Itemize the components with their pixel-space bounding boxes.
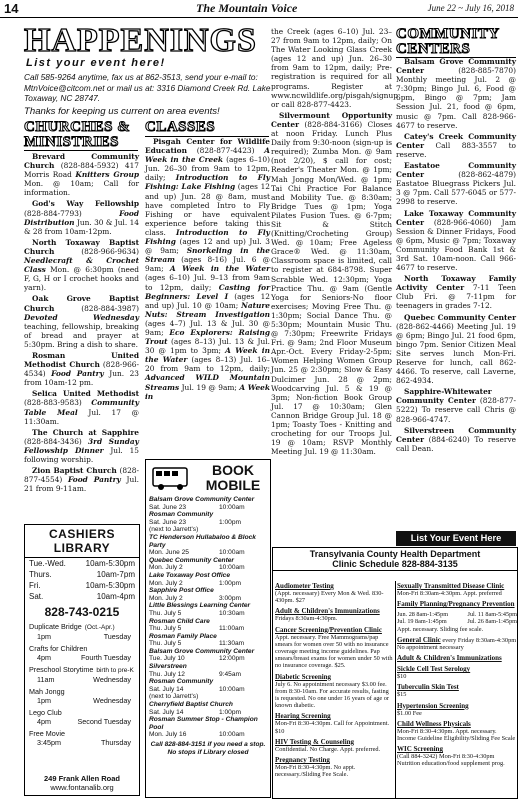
clinic-service <box>275 582 393 604</box>
service-detail: $15 <box>397 691 407 699</box>
class-title: A Week in the Water <box>169 264 270 274</box>
mid-lead: the Creek (ages 6–10) Jul. 23–27 from 9am to 12pm, daily; On The Water Looking Glass Creek (ages 12 and up) Jun. 26–30 from 9am to 12pm, daily; Pre-registration is required for all programs. Register at www.ncwildlife.org/pisgah/signup or call 828-877-4423. <box>271 27 398 109</box>
program-schedule <box>25 632 139 641</box>
program-day: Wednesday <box>93 675 131 684</box>
program-name: Crafts for Children <box>29 644 88 653</box>
stop-date: Sat. July 14 <box>149 708 184 716</box>
church-name: God's Way Fellowship <box>32 199 139 209</box>
church-entry <box>24 238 139 293</box>
church-details: (828-884-3436) <box>24 436 88 446</box>
program-name: Free Movie <box>29 729 65 738</box>
schedule-a: Jul. 19 8am-1:45pm <box>397 618 447 626</box>
program-schedule <box>25 696 139 705</box>
clinic-service <box>397 654 517 662</box>
stop-date: Mon. July 16 <box>149 731 187 739</box>
church-event-details: Jun. 30 & Jul. 14 & 28 from 10am-12pm. <box>24 217 139 236</box>
class-details: (ages 12 and up) Jun. 28 @ 8am, must have completed Intro to Fly Fishing or have equivalent experience before taking this class. <box>145 182 271 237</box>
stop-date: Sat. June 23 <box>149 518 187 526</box>
program-schedule <box>25 738 139 747</box>
library-program <box>25 708 139 717</box>
church-name: Brevard Community Church <box>24 152 139 171</box>
program-time: 3:45pm <box>37 738 61 747</box>
stop-name: Rosman Family Place <box>149 632 217 640</box>
stop-name: Rosman Community <box>149 678 214 686</box>
bookmobile-stop <box>146 701 270 716</box>
general-clinic-detail: every Friday 8:30am-4:30pm No appointment necessary <box>397 636 517 652</box>
church-name: Rosman United Methodist Church <box>24 350 139 370</box>
library-programs <box>25 622 139 747</box>
clinic-right-bottom <box>397 654 517 767</box>
church-event: Food Pantry <box>51 369 104 379</box>
class-details: (ages 6–10) Jul. 9–13 from 9am to 12pm, daily; <box>145 273 270 292</box>
class-details: Jul. 19 @ 9am; <box>179 382 240 392</box>
community-center-entry <box>396 313 516 386</box>
silvermount-text: (828-884-3166) Closes at noon Friday. Lunch Plus Daily from 9:30-noon (sign-up is required); Zumba Mon. @ 9am (not 2/20), $ call for cost; Reader's Theater Mon. @ 1pm; Mah Jongg Mon/Wed. @ 1pm; Tai Chi Practice For Balance and Mobility Tue. @ 8:30am; Bridge Tues @ 1pm; Yoga Pilates Fusion Tues. @ 6-7pm; Sit & Stitch (Knitting/Crocheting Group) Wed. @ 10am; Free Ageless Grace® Wed. @ 11:30am, Classroom space is limited, call to register at 684-8798. Super Scrabble Wed. 12:30pm; Yoga Practice Thu. @ 9am (Gentle Yoga for Seniors-No floor exercises; Moving Free Thu. @ 1:30pm; Social Dance Thu. @ 5:30pm; Mountain Music Thu. @ 7:30pm; Freewrite Fridays Fri. @ 9am; 2nd Floor Museum Apr.-Oct. Every Friday-2-5pm; Women Helping Women Group Jun. 25 @ 2:30pm; Slow & Easy Dulcimer Jun. 28 @ 2pm; Woodcarving Jul. 5 & 19 @ 3pm; Non-fiction Book Group Jul. 17 @ 10:30am; Glen Cannon Bridge Group Jul. 18 @ 1pm; Toasty Toes - Knitting and crocheting for our Troops Jul. 19 @ 10am; RSVP Monthly Meeting Jul. 19 @ 11:30am. <box>271 119 392 457</box>
church-name: Oak Grove Baptist Church <box>24 294 139 313</box>
clinic-service <box>275 738 393 753</box>
stop-time: 10:00am <box>219 564 245 572</box>
library-hours-row <box>25 558 139 569</box>
library-title: CASHIERS LIBRARY <box>25 525 139 558</box>
center-name: North Toxaway Family Activity Center <box>396 274 516 293</box>
church-name: Selica United Methodist <box>32 389 139 399</box>
service-name: Tuberculin Skin Test <box>397 683 459 692</box>
clinic-service <box>397 582 517 597</box>
hours-time: 10am-7pm <box>96 570 135 579</box>
hours-day: Fri. <box>29 581 41 590</box>
stop-name: Little Blessings Learning Center <box>149 602 251 610</box>
library-program <box>25 729 139 738</box>
clinic-title: Transylvania County Health Department <box>309 549 481 559</box>
general-clinic-label: General Clinic <box>397 635 441 644</box>
schedule-row <box>397 618 517 625</box>
church-name: The Church at Sapphire <box>32 427 139 437</box>
stop-time: 10:00am <box>219 549 245 557</box>
clinic-header <box>273 548 517 571</box>
classes-list <box>145 137 270 403</box>
stop-schedule <box>149 519 267 527</box>
class-title: A Week in <box>145 382 270 401</box>
church-event-details: Mon. @ 6:30pm (need F, G, H or I crochet hooks and yarn). <box>24 265 139 293</box>
library-hours-row <box>25 569 139 580</box>
program-time: 1pm <box>37 632 51 641</box>
classes-intro-name: Pisgah Center for Wildlife Education <box>145 137 270 156</box>
service-name: Child Wellness Physicals <box>397 719 471 728</box>
service-name: WIC Screening <box>397 745 443 754</box>
stop-time: 10:00am <box>219 503 245 511</box>
class-title: Casting for Beginners: Level I <box>145 282 271 301</box>
church-entry <box>24 466 139 493</box>
happenings-intro: Call 585-9264 anytime, fax us at 862-3513, send your e-mail to: MtnVoice@citcom.net or mail us at: 3316 Diamond Creek Rd. Lake Toxaway, NC 28747. <box>24 72 271 103</box>
service-detail: Appt. necessary. Free Mammograms/pap smears for women over 50 with no insurance coverage meeting income guidelines. Pap smears/breast exams for women under 50 with no insurance coverage. $25. <box>275 633 393 670</box>
stop-name: Rosman Child Care <box>149 617 210 625</box>
church-event-details: teaching, fellowship, breaking of bread and prayer at 5:30pm. Bring a dish to share. <box>24 321 139 349</box>
clinic-service <box>397 702 517 717</box>
clinic-right-column <box>397 582 517 771</box>
clinic-divider <box>395 581 396 798</box>
clinic-service <box>397 745 517 767</box>
center-name: Silverstreen Community Center <box>396 425 516 444</box>
center-details: (828-877-5222) To reserve call Chris @ 828-966-4747. <box>396 396 516 424</box>
class-title: Nature Nuts: Stream Investigation <box>145 300 270 319</box>
library-hours-row <box>25 580 139 591</box>
stop-schedule <box>149 625 267 633</box>
church-event-details: Jul. 21 from 9-11am. <box>24 475 139 494</box>
stop-schedule <box>149 671 267 679</box>
clinic-service <box>397 683 517 698</box>
service-detail: July 6. No appointment necessary $3.00 fee. from 8:30-10am. For accurate results, fasting is requested. No one under 16 years of age or known diabetic. <box>275 680 390 710</box>
center-details: (828-862-4879) Eastatoe Bluegrass Pickers Jul. 3 @ 7pm. Call 577-6045 or 577-2998 to reserve. <box>396 170 516 207</box>
bookmobile-stop <box>146 602 270 617</box>
stop-date: Mon. July 2 <box>149 594 183 602</box>
service-name: Diabetic Screening <box>275 672 332 681</box>
stop-name: Cherryfield Baptist Church <box>149 701 233 709</box>
bookmobile-stops <box>146 496 270 739</box>
library-program <box>25 687 139 696</box>
stop-name: Balsam Grove Community Center <box>149 647 255 655</box>
hours-day: Thurs. <box>29 570 52 579</box>
program-schedule <box>25 675 139 684</box>
stop-date: Thu. July 5 <box>149 640 182 648</box>
stop-schedule <box>149 686 267 694</box>
bookmobile-stop <box>146 572 270 587</box>
clinic-service <box>275 712 393 734</box>
program-schedule <box>25 717 139 726</box>
community-list <box>396 57 516 455</box>
bookmobile-footer: Call 828-884-3151 if you need a stop. No stops if Library closed <box>150 741 266 756</box>
church-details: (828-884-5932) 417 Morris Road <box>24 161 139 180</box>
stop-date: Sat. June 23 <box>149 503 187 511</box>
stop-schedule <box>149 504 267 512</box>
library-phone: 828-743-0215 <box>44 605 120 619</box>
church-name: Zion Baptist Church <box>32 466 117 476</box>
stop-time: 3:00pm <box>219 594 241 602</box>
stop-schedule <box>149 610 267 618</box>
issue-date: June 22 ~ July 16, 2018 <box>427 3 514 13</box>
hours-day: Tue.-Wed. <box>29 559 66 568</box>
center-name: Quebec Community Center <box>404 312 516 322</box>
church-details: (828-884-7793) <box>24 208 120 218</box>
service-detail: $10 <box>397 673 407 681</box>
service-name: Pregnancy Testing <box>275 756 330 765</box>
service-detail: Fridays 8:30am-4:30pm. <box>275 615 338 623</box>
church-event-details: Jul. 17 @ 11:30am. <box>24 407 140 426</box>
service-detail: Mon-Fri 8:30am-4:30pm. Appt. preferred <box>397 590 502 597</box>
service-name: Sexually Transmitted Disease Clinic <box>397 582 505 590</box>
library-address: 249 Frank Allen Road <box>44 774 120 783</box>
community-center-entry <box>396 426 516 453</box>
program-day: Tuesday <box>103 632 131 641</box>
program-time: 11am <box>37 675 55 684</box>
church-details: (828-883-9583) <box>24 398 92 408</box>
service-detail: $1.00 Fee <box>397 709 422 717</box>
church-entry <box>24 389 139 425</box>
list-your-event-banner: List Your Event Here <box>396 531 516 546</box>
stop-name: Sapphire Post Office <box>149 587 214 595</box>
classes-items <box>145 146 270 401</box>
stop-schedule <box>149 655 267 663</box>
church-event-details: Mon. @ 10am; Call for information. <box>24 179 139 198</box>
family-planning-schedule <box>397 611 517 625</box>
clinic-service <box>397 600 517 608</box>
classes-heading: CLASSES <box>145 119 216 135</box>
stop-schedule <box>149 595 267 603</box>
church-entry <box>24 152 139 197</box>
churches-rule <box>24 150 138 151</box>
bookmobile-stop <box>146 663 270 678</box>
church-event: Food Pantry <box>67 475 121 485</box>
stop-note: (next to Jarrett's) <box>149 526 199 534</box>
service-name: HIV Testing & Counseling <box>275 737 355 746</box>
bookmobile-stop <box>146 534 270 557</box>
center-name: Catey's Creek Community Center <box>396 131 516 150</box>
program-name: Mah Jongg <box>29 687 65 696</box>
happenings-thanks: Thanks for keeping us current on area events! <box>24 106 220 117</box>
service-detail: (Call 884-3242) Mon-Fri 8:30-4:30pm Nutrition education/food supplement prog. <box>397 753 505 768</box>
service-name: Hypertension Screening <box>397 701 469 710</box>
hours-time: 10am-5:30pm <box>85 581 135 590</box>
class-details: (ages 8–13) Jul. 13 & Jul. 30 @ 1pm to 3pm; <box>145 337 270 356</box>
program-note: (Oct.-Apr.) <box>84 624 115 631</box>
stop-name: TC Henderson Hullabaloo & Block Party <box>149 533 256 549</box>
happenings-title: HAPPENINGS <box>24 22 257 59</box>
service-detail: Mon-Fri 8:30-4:30pm. Appt. necessary. Income Guideline Eligibility/Sliding Fee Scale <box>397 727 516 743</box>
stop-time: 11:30am <box>219 640 245 648</box>
schedule-a: Jun. 28 8am-1:45pm <box>397 611 449 619</box>
class-details: (ages 12 and up) Jul. 3 @ 9am; <box>145 237 270 256</box>
stop-date: Mon. July 2 <box>149 564 183 572</box>
class-title: Advanced WILD Mountain Streams <box>145 373 270 392</box>
bookmobile-stop <box>146 557 270 572</box>
clinic-subtitle: Clinic Schedule 828-884-3135 <box>332 559 458 569</box>
clinic-service <box>275 607 393 622</box>
center-name: Lake Toxaway Community Center <box>396 208 516 227</box>
stop-date: Thu. July 5 <box>149 609 182 617</box>
stop-name: Silverstreen <box>149 663 187 671</box>
church-entry <box>24 428 139 464</box>
church-event: Knitters Group <box>75 170 139 180</box>
health-clinic-box <box>272 547 518 799</box>
service-name: Family Planning/Pregnancy Prevention <box>397 600 515 609</box>
clinic-right-top <box>397 582 517 608</box>
program-time: 4pm <box>37 653 51 662</box>
community-center-entry <box>396 132 516 159</box>
hours-time: 10am-5:30pm <box>85 559 135 568</box>
program-name: Preschool Storytime <box>29 665 94 674</box>
program-time: 4pm <box>37 717 51 726</box>
center-name: Balsam Grove Community Center <box>396 57 516 76</box>
community-center-entry <box>396 161 516 206</box>
stop-date: Sat. July 14 <box>149 685 184 693</box>
stop-time: 11:00am <box>219 625 245 633</box>
program-day: Fourth Tuesday <box>81 653 131 662</box>
center-details: Call 883-3557 to reserve. <box>396 140 516 159</box>
silvermount-name: Silvermount Opportunity Center <box>271 110 392 129</box>
service-detail: Confidential. No Charge. Appt. preferred. <box>275 745 381 753</box>
service-detail: (Appt. necessary) Every Mon & Wed. 830-430pm. $27 <box>275 590 384 605</box>
stop-schedule <box>149 731 267 739</box>
bookmobile-box <box>145 459 271 798</box>
clinic-service <box>397 665 517 680</box>
church-event: Community Table Meal <box>24 398 139 417</box>
program-day: Wednesday <box>93 696 131 705</box>
class-title: Introduction to Fly Fishing: Lake Fishing <box>145 173 270 192</box>
church-entry <box>24 351 139 387</box>
stop-schedule <box>149 709 267 717</box>
stop-time: 12:00pm <box>219 655 245 663</box>
hours-day: Sat. <box>29 592 44 601</box>
church-event: 3rd Sunday Fellowship Dinner <box>24 436 139 455</box>
cashiers-library-box <box>24 524 140 796</box>
bookmobile-stop <box>146 496 270 511</box>
stop-date: Thu. July 5 <box>149 625 182 633</box>
stop-date: Mon. June 25 <box>149 549 189 557</box>
service-name: Hearing Screening <box>275 712 331 721</box>
class-details: (ages 12 and up) Jul. 10 @ 10am; <box>145 291 271 310</box>
hours-time: 10am-4pm <box>96 592 135 601</box>
stop-time: 1:00pm <box>219 708 241 716</box>
library-hours-row <box>25 591 139 602</box>
library-program <box>25 665 139 675</box>
program-day: Second Tuesday <box>77 717 131 726</box>
church-entry <box>24 199 139 235</box>
center-name: Eastatoe Community Center <box>396 161 516 180</box>
mid-column <box>271 27 398 458</box>
service-name: Audiometer Testing <box>275 582 334 590</box>
church-entry <box>24 294 139 349</box>
class-title: A Week in the Water <box>145 346 270 365</box>
bookmobile-header <box>146 460 270 496</box>
clinic-service <box>275 756 393 778</box>
stop-name: Rosman Community <box>149 511 214 519</box>
service-detail: Mon-Fri 8:30-4:30pm. No appt. necessary./Sliding Fee Scale. <box>275 764 356 779</box>
center-details: (828-885-7870) Monthly meeting Jul. 2 @ 7:30pm; Bingo Jul. 6, Food @ 6pm, Bingo @ 7pm; Jam Session Jul. 21, food @ 6pm, music @ 7pm. Call 828-966-4677 to reserve. <box>396 66 516 130</box>
church-details: (828-884-3987) <box>54 303 139 313</box>
class-title: Eco Explorers: Raising Trout <box>145 327 270 347</box>
stop-time: 1:00pm <box>219 518 241 526</box>
stop-date: Tue. July 10 <box>149 655 185 663</box>
program-schedule <box>25 653 139 662</box>
bookmobile-stop <box>146 618 270 633</box>
bookmobile-bus-icon <box>152 464 190 492</box>
clinic-service <box>397 720 517 742</box>
church-details: (828-966-9634) <box>54 246 139 256</box>
happenings-subtitle: List your event here! <box>26 57 166 69</box>
churches-heading: CHURCHES & MINISTRIES <box>24 119 131 150</box>
library-program <box>25 644 139 653</box>
library-program <box>25 622 139 632</box>
community-center-entry <box>396 274 516 310</box>
program-name: Duplicate Bridge <box>29 622 82 631</box>
program-name: Lego Club <box>29 708 62 717</box>
program-note: birth to pre-K <box>96 667 134 674</box>
stop-date: Mon. July 2 <box>149 579 183 587</box>
stop-name: Rosman Summer Stop - Champion Pool <box>149 716 258 731</box>
general-clinic <box>397 636 517 651</box>
stop-time: 9:45am <box>219 670 241 678</box>
service-name: Cancer Screening/Prevention Clinic <box>275 625 382 634</box>
page-number: 14 <box>4 1 19 16</box>
class-title: Snorkeling in the Stream <box>145 246 270 265</box>
churches-list <box>24 152 139 495</box>
community-center-entry <box>396 387 516 423</box>
church-event: Needlecraft & Crochet Class <box>24 256 139 275</box>
church-event-details: Jun. 23 from 10am-12 pm. <box>24 369 139 388</box>
class-title: A Week in the Creek <box>145 146 270 165</box>
library-hours <box>25 558 139 602</box>
center-details: (884-6240) To reserve call Dean. <box>396 434 516 453</box>
clinic-service <box>275 626 393 670</box>
stop-note: (next to Jarrett's) <box>149 693 199 701</box>
stop-date: Thu. July 12 <box>149 670 185 678</box>
stop-name: Quebec Community Center <box>149 556 235 564</box>
community-center-entry <box>396 209 516 273</box>
program-time: 1pm <box>37 696 51 705</box>
bookmobile-stop <box>146 633 270 648</box>
bookmobile-stop <box>146 587 270 602</box>
stop-name: Balsam Grove Community Center <box>149 496 255 503</box>
class-details: (ages 6–10) Jun. 26–30 from 9am to 12pm, daily; <box>145 155 270 183</box>
service-name: Sickle Cell Test Serology <box>397 665 471 674</box>
church-event: Devoted Wednesday <box>24 312 139 322</box>
stop-schedule <box>149 640 267 648</box>
bookmobile-stop <box>146 648 270 663</box>
library-website[interactable]: www.fontanalib.org <box>50 783 114 792</box>
center-details: 7-11 Teen Club Fri. @ 7-11pm for teenagers in grades 7-12. <box>396 283 516 311</box>
class-details: (ages 4–7) Jul. 13 & Jul. 30 @ 9am; <box>145 318 270 337</box>
stop-schedule <box>149 549 267 557</box>
church-details: (828-966-4534) <box>24 360 139 379</box>
church-name: North Toxaway Baptist Church <box>24 237 139 256</box>
bookmobile-stop <box>146 511 270 534</box>
class-details: (ages 8–13) Jul. 16–20 from 9am to 12pm, daily; <box>145 355 270 374</box>
stop-time: 10:00am <box>219 731 245 739</box>
community-heading: COMMUNITY CENTERS <box>396 26 500 57</box>
class-title: Introduction to Fly Fishing <box>145 227 270 247</box>
schedule-b: Jul. 26 8am-1:45pm <box>467 618 517 626</box>
clinic-left-column <box>275 582 393 781</box>
center-details: (828-966-4060) Jam Session & Dinner Fridays, Food @ 6pm, Music @ 7pm; Toxaway Community Food Bank 1st & 3rd Sat. 10am-noon. Call 966-4677 to reserve. <box>396 217 516 273</box>
stop-name: Lake Toxaway Post Office <box>149 571 230 579</box>
community-center-entry <box>396 57 516 130</box>
program-day: Thursday <box>101 738 131 747</box>
bookmobile-title: BOOK MOBILE <box>205 462 261 493</box>
schedule-row <box>397 611 517 618</box>
church-details: (828-877-4554) <box>24 466 140 485</box>
church-event: Food Distribution <box>24 208 139 227</box>
stop-time: 10:30am <box>219 609 245 617</box>
stop-time: 10:00am <box>219 685 245 693</box>
stop-time: 1:00pm <box>219 579 241 587</box>
clinic-service <box>275 673 393 710</box>
classes-intro-phone: (828-877-4423) <box>187 146 265 156</box>
church-event-details: Jul. 15 following worship. <box>24 445 139 464</box>
schedule-b: Jul. 11 8am-5:45pm <box>467 611 517 619</box>
stop-schedule <box>149 580 267 588</box>
service-detail: Mon-Fri 8:30-4:30pm. Call for Appointment. $10 <box>275 720 390 735</box>
service-name: Adult & Children's Immunizations <box>275 607 380 616</box>
center-name: Sapphire-Whitewater Community Center <box>396 387 492 406</box>
family-planning-note: Appt. necessary. Sliding fee scale. <box>397 625 484 633</box>
service-name: Adult & Children's Immunizations <box>397 654 502 663</box>
bookmobile-stop <box>146 678 270 701</box>
masthead: The Mountain Voice <box>196 1 298 15</box>
stop-schedule <box>149 564 267 572</box>
center-details: (828-862-4466) Meeting Jul. 19 @ 6pm; Bingo Jul. 21 food 6pm, bingo 7pm. Senior Citizen Meal Site serves lunch Mon-Fri. Reserve for lunch, call 862-4466. To reserve, call Laverne, 862-4934. <box>396 321 516 386</box>
class-details: (ages 8-16) Jul. 6 @ 9am; <box>145 255 270 274</box>
bookmobile-stop <box>146 716 270 739</box>
